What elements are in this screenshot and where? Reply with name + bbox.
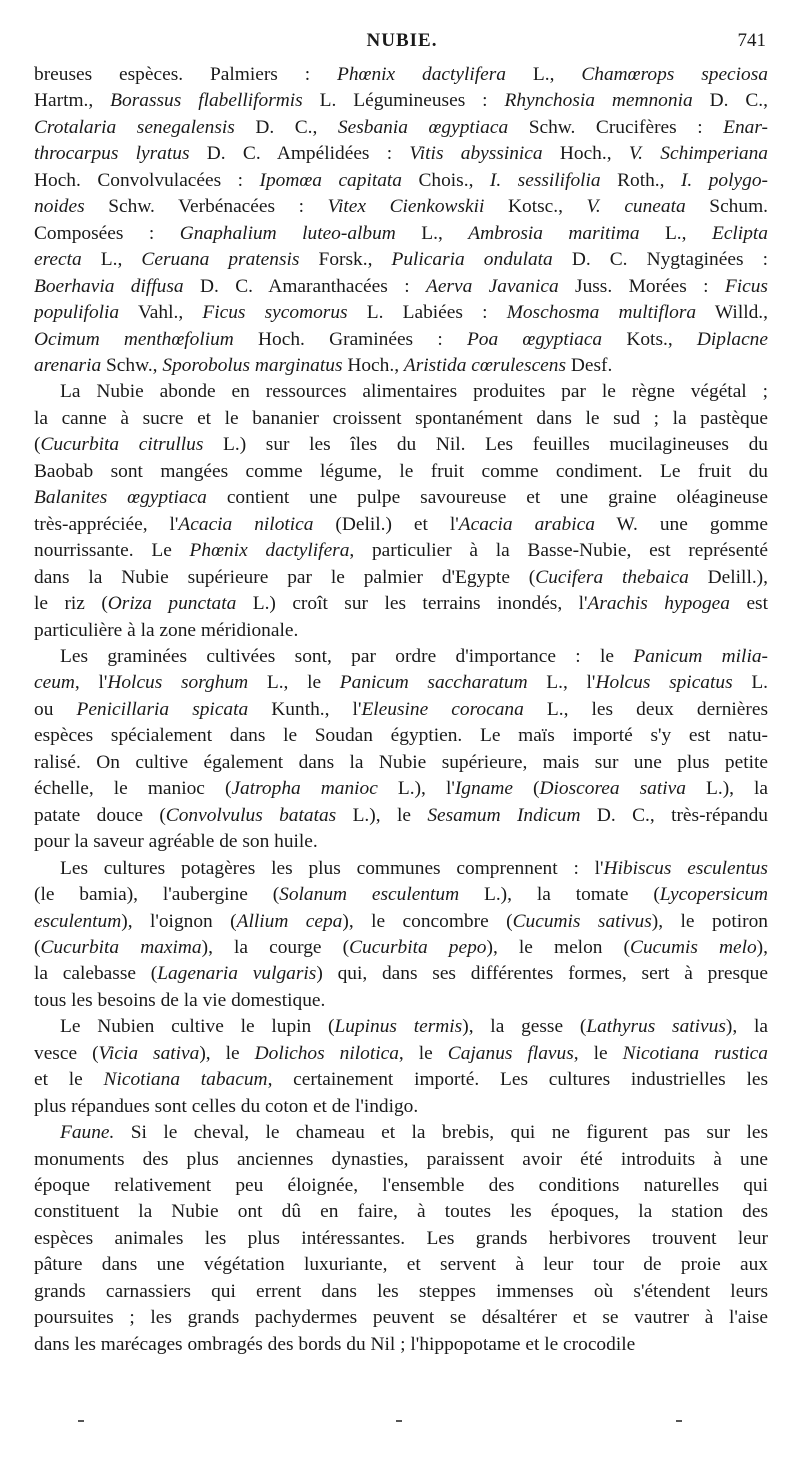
text-line: (Cucurbita maxima), la courge (Cucurbita pepo), le melon (Cucumis melo), <box>34 936 768 958</box>
text-line: Ocimum menthœfolium Hoch. Graminées : Poa œgyptiaca Kots., Diplacne <box>34 328 768 350</box>
text-line: (Cucurbita citrullus L.) sur les îles du Nil. Les feuilles mucilagineuses du <box>34 434 768 456</box>
italic-term: Penicillaria spicata <box>76 698 249 720</box>
italic-term: Nicotiana tabacum <box>103 1069 268 1091</box>
paragraph-lupin <box>34 1014 768 1120</box>
italic-term: Dolichos nilotica <box>254 1042 399 1064</box>
italic-term: Lagenaria vulgaris <box>157 963 317 985</box>
text-line: dans les marécages ombragés des bords du Nil ; l'hippopotame et le crocodile <box>34 1333 636 1355</box>
text-line: très-appréciée, l'Acacia nilotica (Delil.) et l'Acacia arabica W. une gomme <box>34 513 768 535</box>
text-line: dans la Nubie supérieure par le palmier d'Egypte (Cucifera thebaica Delill.), <box>34 566 768 588</box>
italic-term: Ceruana pratensis <box>141 249 300 271</box>
italic-term: Dioscorea sativa <box>539 778 686 800</box>
text-line: Les graminées cultivées sont, par ordre d'importance : le Panicum milia- <box>60 645 768 667</box>
italic-term: Poa œgyptiaca <box>466 328 603 350</box>
italic-term: Nicotiana rustica <box>622 1042 768 1064</box>
italic-term: I. polygo- <box>680 169 768 191</box>
italic-term: Acacia arabica <box>458 513 595 535</box>
italic-term: Vitex Cienkowskii <box>327 196 485 218</box>
italic-term: Crotalaria senegalensis <box>34 116 235 138</box>
text-line: époque relativement peu éloignée, l'ensemble des conditions naturelles qui <box>34 1175 768 1197</box>
italic-term: Ipomœa capitata <box>259 169 402 191</box>
italic-term: Borassus flabelliformis <box>110 90 303 112</box>
italic-term: Arachis hypogea <box>587 593 730 615</box>
italic-term: Ambrosia maritima <box>468 222 640 244</box>
italic-term: Phœnix dactylifera <box>336 64 507 85</box>
italic-term: erecta <box>34 249 82 271</box>
italic-term: ceum <box>34 672 75 694</box>
italic-term: Acacia nilotica <box>178 513 314 535</box>
page-bottom-specks <box>0 1420 800 1430</box>
italic-term: Sesamum Indicum <box>427 804 581 826</box>
text-line: la calebasse (Lagenaria vulgaris) qui, dans ses différentes formes, sert à presque <box>34 963 768 985</box>
text-line: échelle, le manioc (Jatropha manioc L.), l'Igname (Dioscorea sativa L.), la <box>34 778 768 800</box>
paragraph-resources <box>34 379 768 644</box>
text-line: pâture dans une végétation luxuriante, et servent à leur tour de proie aux <box>34 1254 768 1276</box>
italic-term: Balanites œgyptiaca <box>34 487 207 509</box>
italic-term: Panicum saccharatum <box>339 672 528 694</box>
italic-term: Panicum milia- <box>633 645 768 667</box>
paragraph-flora-list <box>34 62 768 379</box>
italic-term: Cajanus flavus <box>447 1042 574 1064</box>
italic-term: Igname <box>454 778 513 800</box>
italic-term: Hibiscus esculentus <box>603 857 768 879</box>
paragraph-potageres <box>34 856 768 1015</box>
italic-term: V. cuneata <box>586 196 686 218</box>
italic-term: Cucumis sativus <box>512 910 652 932</box>
italic-term: Cucurbita maxima <box>40 936 202 958</box>
text-line: la canne à sucre et le bananier croissent spontanément dans le sud ; la pastèque <box>34 407 768 429</box>
running-title: NUBIE. <box>366 30 438 51</box>
italic-term: Vitis abyssinica <box>409 143 543 165</box>
text-line: Hoch. Convolvulacées : Ipomœa capitata Chois., I. sessilifolia Roth., I. polygo- <box>34 169 768 191</box>
text-line: tous les besoins de la vie domestique. <box>34 989 326 1011</box>
text-line: esculentum), l'oignon (Allium cepa), le concombre (Cucumis sativus), le potiron <box>34 910 768 932</box>
italic-term: Boerhavia diffusa <box>34 275 184 297</box>
speck-mark <box>78 1420 84 1422</box>
text-line: Hartm., Borassus flabelliformis L. Légumineuses : Rhynchosia memnonia D. C., <box>34 90 768 112</box>
text-line: grands carnassiers qui errent dans les steppes immenses où s'étendent leurs <box>34 1280 768 1302</box>
text-line: erecta L., Ceruana pratensis Forsk., Pulicaria ondulata D. C. Nygtaginées : <box>34 249 768 271</box>
speck-mark <box>396 1420 402 1422</box>
text-line: nourrissante. Le Phœnix dactylifera, particulier à la Basse-Nubie, est représenté <box>34 540 768 562</box>
text-line: Les cultures potagères les plus communes comprennent : l'Hibiscus esculentus <box>60 857 768 879</box>
text-line: Composées : Gnaphalium luteo-album L., Ambrosia maritima L., Eclipta <box>34 222 768 244</box>
text-line: populifolia Vahl., Ficus sycomorus L. Labiées : Moschosma multiflora Willd., <box>34 302 768 324</box>
italic-term: Cucurbita citrullus <box>40 434 204 456</box>
italic-term: arenaria <box>34 354 102 376</box>
italic-term: Holcus sorghum <box>107 672 249 694</box>
italic-term: noides <box>34 196 85 218</box>
text-line: throcarpus lyratus D. C. Ampélidées : Vitis abyssinica Hoch., V. Schimperiana <box>34 143 768 165</box>
text-line: ceum, l'Holcus sorghum L., le Panicum saccharatum L., l'Holcus spicatus L. <box>34 672 768 694</box>
paragraph-graminees <box>34 644 768 856</box>
text-line: Le Nubien cultive le lupin (Lupinus termis), la gesse (Lathyrus sativus), la <box>60 1016 768 1038</box>
text-line: Balanites œgyptiaca contient une pulpe savoureuse et une graine oléagineuse <box>34 487 768 509</box>
text-line: plus répandues sont celles du coton et de l'indigo. <box>34 1095 419 1117</box>
italic-term: Moschosma multiflora <box>506 302 697 324</box>
italic-term: Lupinus termis <box>334 1016 463 1038</box>
text-line: le riz (Oriza punctata L.) croît sur les terrains inondés, l'Arachis hypogea est <box>34 593 768 615</box>
text-line: Faune. Si le cheval, le chameau et la brebis, qui ne figurent pas sur les <box>60 1122 768 1144</box>
text-line: pour la saveur agréable de son huile. <box>34 831 318 853</box>
italic-term: Phœnix dactylifera <box>189 540 350 562</box>
text-line: ou Penicillaria spicata Kunth., l'Eleusine corocana L., les deux dernières <box>34 698 768 720</box>
text-line: poursuites ; les grands pachydermes peuvent se désaltérer et se vautrer à l'aise <box>34 1307 768 1329</box>
italic-term: Allium cepa <box>236 910 343 932</box>
text-line: Boerhavia diffusa D. C. Amaranthacées : Aerva Javanica Juss. Morées : Ficus <box>34 275 768 297</box>
running-head <box>34 30 770 56</box>
italic-term: Eclipta <box>711 222 768 244</box>
italic-term: Gnaphalium luteo-album <box>179 222 396 244</box>
italic-term: throcarpus lyratus <box>34 143 190 165</box>
text-line: vesce (Vicia sativa), le Dolichos nilotica, le Cajanus flavus, le Nicotiana rustica <box>34 1042 768 1064</box>
text-line: espèces spécialement dans le Soudan égyptien. Le maïs importé s'y est natu- <box>34 725 768 747</box>
italic-term: Aristida cœrulescens <box>403 354 567 376</box>
italic-term: Vicia sativa <box>98 1042 200 1064</box>
italic-term: Cucurbita pepo <box>349 936 487 958</box>
italic-term: Rhynchosia memnonia <box>504 90 693 112</box>
italic-term: Ocimum menthœfolium <box>34 328 234 350</box>
text-line: ralisé. On cultive également dans la Nubie supérieure, mais sur une plus petite <box>34 751 768 773</box>
italic-term: Ficus <box>724 275 768 297</box>
paragraph-faune <box>34 1120 768 1358</box>
body-text <box>34 62 768 1358</box>
text-line: et le Nicotiana tabacum, certainement importé. Les cultures industrielles les <box>34 1069 768 1091</box>
italic-term: Lycopersicum <box>659 884 768 906</box>
text-line: breuses espèces. Palmiers : Phœnix dactylifera L., Chamœrops speciosa <box>34 64 768 85</box>
italic-term: V. Schimperiana <box>628 143 768 165</box>
text-line: monuments des plus anciennes dynasties, paraissent avoir été introduits à une <box>34 1148 768 1170</box>
italic-term: Lathyrus sativus <box>586 1016 726 1038</box>
italic-term: Pulicaria ondulata <box>391 249 553 271</box>
text-line: constituent la Nubie ont dû en faire, à toutes les époques, la station des <box>34 1201 768 1223</box>
italic-term: Solanum esculentum <box>279 884 460 906</box>
italic-term: Diplacne <box>696 328 768 350</box>
italic-term: Aerva Javanica <box>425 275 559 297</box>
speck-mark <box>676 1420 682 1422</box>
italic-term: Faune. <box>60 1122 115 1144</box>
text-line: La Nubie abonde en ressources alimentaires produites par le règne végétal ; <box>60 381 768 403</box>
italic-term: Holcus spicatus <box>595 672 733 694</box>
page-number: 741 <box>737 30 766 51</box>
italic-term: Oriza punctata <box>107 593 237 615</box>
italic-term: populifolia <box>34 302 120 324</box>
italic-term: Cucifera thebaica <box>535 566 689 588</box>
italic-term: Chamœrops speciosa <box>581 64 768 85</box>
italic-term: Jatropha manioc <box>231 778 378 800</box>
italic-term: I. sessilifolia <box>489 169 601 191</box>
text-line: noides Schw. Verbénacées : Vitex Cienkowskii Kotsc., V. cuneata Schum. <box>34 196 768 218</box>
italic-term: Sporobolus marginatus <box>162 354 343 376</box>
italic-term: Ficus sycomorus <box>202 302 348 324</box>
text-line: espèces animales les plus intéressantes. Les grands herbivores trouvent leur <box>34 1227 768 1249</box>
text-line: (le bamia), l'aubergine (Solanum esculentum L.), la tomate (Lycopersicum <box>34 884 768 906</box>
text-line: particulière à la zone méridionale. <box>34 619 299 641</box>
italic-term: Sesbania œgyptiaca <box>337 116 509 138</box>
text-line: patate douce (Convolvulus batatas L.), le Sesamum Indicum D. C., très-répandu <box>34 804 768 826</box>
italic-term: Enar- <box>723 116 768 138</box>
text-line: arenaria Schw., Sporobolus marginatus Hoch., Aristida cœrulescens Desf. <box>34 354 613 376</box>
italic-term: Eleusine corocana <box>361 698 524 720</box>
italic-term: Cucumis melo <box>630 936 757 958</box>
italic-term: Convolvulus batatas <box>165 804 337 826</box>
italic-term: esculentum <box>34 910 122 932</box>
text-line: Baobab sont mangées comme légume, le fruit comme condiment. Le fruit du <box>34 460 768 482</box>
text-line: Crotalaria senegalensis D. C., Sesbania œgyptiaca Schw. Crucifères : Enar- <box>34 116 768 138</box>
